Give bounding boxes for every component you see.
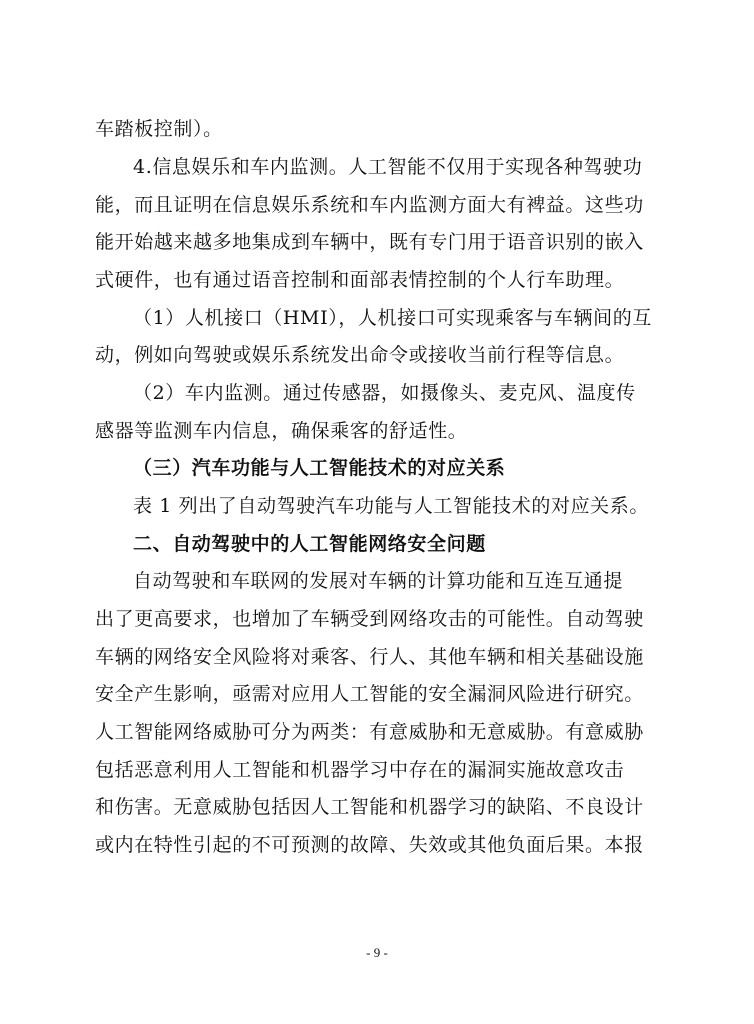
paragraph-line: 动，例如向驾驶或娱乐系统发出命令或接收当前行程等信息。 bbox=[95, 344, 625, 366]
paragraph-line: 车踏板控制）。 bbox=[95, 118, 223, 140]
paragraph-line: 4.信息娱乐和车内监测。人工智能不仅用于实现各种驾驶功 bbox=[133, 156, 643, 178]
paragraph-line: 出了更高要求，也增加了车辆受到网络攻击的可能性。自动驾驶 bbox=[95, 608, 644, 630]
paragraph-line: 人工智能网络威胁可分为两类：有意威胁和无意威胁。有意威胁 bbox=[95, 721, 644, 743]
page-number: - 9 - bbox=[366, 945, 388, 960]
paragraph-line: 或内在特性引起的不可预测的故障、失效或其他负面后果。本报 bbox=[95, 834, 644, 856]
paragraph-line: 能，而且证明在信息娱乐系统和车内监测方面大有裨益。这些功 bbox=[95, 194, 644, 216]
paragraph-line: 自动驾驶和车联网的发展对车辆的计算功能和互连互通提 bbox=[133, 570, 624, 592]
paragraph-line: 式硬件，也有通过语音控制和面部表情控制的个人行车助理。 bbox=[95, 269, 625, 291]
paragraph-line: 能开始越来越多地集成到车辆中，既有专门用于语音识别的嵌入 bbox=[95, 231, 644, 253]
paragraph-line: 表 1 列出了自动驾驶汽车功能与人工智能技术的对应关系。 bbox=[133, 495, 649, 517]
paragraph-line: 车辆的网络安全风险将对乘客、行人、其他车辆和相关基础设施 bbox=[95, 646, 644, 668]
paragraph-line: 和伤害。无意威胁包括因人工智能和机器学习的缺陷、不良设计 bbox=[95, 796, 644, 818]
section-heading: （三）汽车功能与人工智能技术的对应关系 bbox=[133, 457, 506, 479]
paragraph-line: 包括恶意利用人工智能和机器学习中存在的漏洞实施故意攻击 bbox=[95, 759, 625, 781]
paragraph-line: 安全产生影响，亟需对应用人工智能的安全漏洞风险进行研究。 bbox=[95, 683, 644, 705]
paragraph-line: （1）人机接口（HMI），人机接口可实现乘客与车辆间的互 bbox=[133, 307, 652, 329]
paragraph-line: 感器等监测车内信息，确保乘客的舒适性。 bbox=[95, 420, 468, 442]
chapter-heading: 二、自动驾驶中的人工智能网络安全问题 bbox=[133, 533, 486, 555]
paragraph-line: （2）车内监测。通过传感器，如摄像头、麦克风、温度传 bbox=[133, 382, 636, 404]
